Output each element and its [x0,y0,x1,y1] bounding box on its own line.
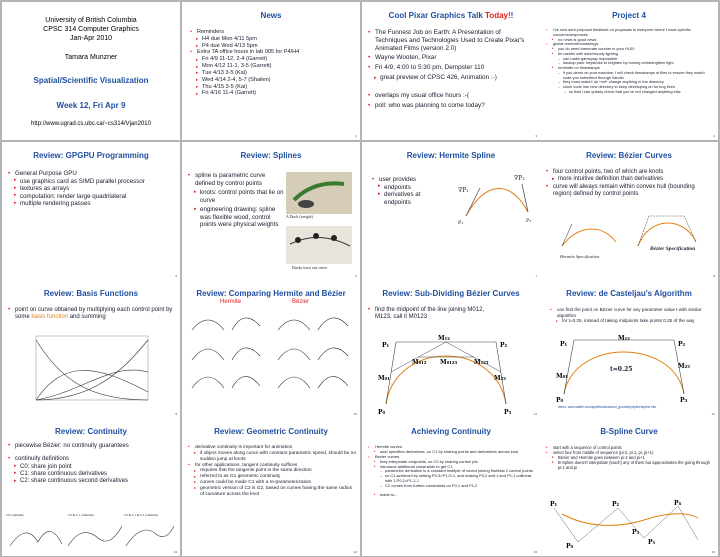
list-item: – parametric derivative is a constant multiple of vector joining first/last 2 control points [380,469,536,474]
label-p2: P₂ [500,342,508,349]
slide-title-text: Achieving Continuity [411,427,491,436]
list-item: • The Funnest Job on Earth: A Presentation of Techniques and Technologies Used to Create Pixar's Animated Films (version 2.0) [368,29,534,52]
caption-duck: A Duck (weight) [286,214,313,219]
list-item: • General Purpose GPU [8,170,176,178]
list-item: • spline is parametric curve defined by control points [188,172,284,187]
bezier-example [278,320,310,330]
slide-project4 [540,2,718,140]
list-item: ▸ leads to... [374,493,536,498]
slide-title-text: Review: GPGPU Programming [33,151,149,160]
slide-title-text: Review: Bézier Curves [586,151,672,160]
list-item: • point on curve obtained by multiplying each control point by some basis function and summing [8,307,176,322]
caption-trace: Ducks trace out curve [292,265,327,270]
hermite-example [192,377,224,388]
bezier-example [318,318,348,330]
label-p2: P₂ [678,341,686,348]
control-polygon [386,342,506,404]
list-item: ▸ C0: share join point [14,464,176,471]
label-m123: M₁₂₃ [474,359,489,366]
slide-title-text: News [260,11,282,20]
list-item: – can make gameplay impossible [558,57,714,62]
list-item: ▸ you do need framerate counter in your HUD! [552,47,714,52]
label-m012: M₀₁₂ [412,359,427,366]
list-item: ▸ knots: control points that lie on curve [194,189,284,204]
c2-curve [126,526,174,546]
page-number: 13 [173,550,177,554]
list-item: ▸ Wed 4/14 2-4, 5-7 (Shailen) [196,77,355,84]
page-number: 11 [533,412,537,416]
label-vp2: ∇P₂ [514,175,525,182]
list-item: ▸ they interpolate endpoints, so C0 by sharing control pts [374,460,536,465]
list-item: • Extra TA office hours in lab 005 for P4/H4 [190,49,355,56]
label-hermite-spec: Hermite Specification [560,254,600,259]
list-item: ▸ engineering drawing: spline was flexible wood, control points were physical weights [194,206,284,229]
list-item: ▸ use graphics card as SIMD parallel processor [14,178,176,186]
list-item: • I've now sent proposal feedback on proposals to everyone where I have specific concerns/responses [546,28,714,38]
slide-title [2,2,180,140]
hermite-example [232,318,260,330]
list-item: ▸ introduce additional constraints to get C1 [374,465,536,470]
list-item: ▸ requires that the tangents point in the same direction [194,468,356,474]
label-vp1: ∇P₁ [458,187,469,194]
label-p0: P₀ [556,397,564,404]
demo-link[interactable]: demo: www.saltire.com/applets/advanced_geometry/spline/spline.htm [558,405,657,409]
slide-title-text: Review: Basis Functions [43,289,139,298]
list-item: ▸ no news is good news [552,38,714,43]
c0-curve [10,531,62,546]
comparison-grid [188,308,354,412]
list-item: – clone code into new directory to keep developing on for bug fixes [558,85,714,90]
label-p3: P₃ [504,409,512,416]
t-value: t=0.25 [610,366,633,373]
slide-title-text: Review: Splines [240,151,302,160]
label-p0: P₀ [378,409,386,416]
list-item: ▸ computation: render large quadrilateral [14,193,176,201]
duck-mark [313,233,319,239]
bspline-diagram [548,498,708,552]
slide-pixar [362,2,540,140]
page-number: 3 [535,134,537,138]
date: Jan-Apr 2010 [69,35,113,43]
label-hermite: Hermite [220,299,242,305]
list-item: ▸ for t=0.25, instead of taking midpoints take points 0.25 of the way [556,318,710,324]
basis-plot [22,332,162,412]
duck-weight-shadow [298,200,314,208]
label-p3: P₃ [632,529,640,536]
label-m12: M₁₂ [438,335,450,342]
slide-basis [2,280,180,418]
list-item: • user provides [372,176,442,184]
list-item: • derivative continuity is important for animation [188,445,356,451]
list-item: • piecewise Bézier: no continuity guarantees [8,443,176,450]
slide-title-text: B-Spline Curve [600,427,658,436]
tangent [562,224,572,246]
label-bezier: Bézier [292,299,310,305]
label-p0: P₀ [566,543,574,550]
list-item: • find the midpoint of the line joining M012, M123, call it M0123 [368,307,488,322]
list-item: – backup plan: keystroke to brighten by turning on/strengthen light [558,61,714,66]
label-m01: M₀₁ [556,373,568,380]
page-number: 6 [355,274,357,278]
label-m12: M₁₂ [618,335,630,342]
slide-bezier [540,142,718,280]
label-bezier-spec: Bézier Specification [650,246,696,252]
course: CPSC 314 Computer Graphics [43,26,139,34]
c1-curve [68,526,122,546]
tangent-2 [522,184,528,212]
duck-photo-2 [286,226,352,264]
slide-title-text: Cool Pixar Graphics Talk Today!! [388,11,514,20]
slide-title-text: Review: Continuity [54,427,127,436]
list-item: • overlaps my usual office hours :-( [368,92,534,100]
slide-hermite [362,142,540,280]
list-item: • continuity definitions [8,456,176,463]
list-item: ▸ Fri 4/9 11-12, 2-4 (Garrett) [196,56,355,63]
page-number: 4 [713,134,715,138]
hermite-example [192,320,224,330]
list-item: • Bezier curves [368,455,536,460]
bezier-example [278,349,310,360]
label-p3: P₃ [680,397,688,404]
duck-mark [295,237,301,243]
list-item: • start with a sequence of control points [546,445,714,450]
slide-continuity [2,418,180,556]
hermite-example [192,349,224,360]
list-item: • Hermite curves [368,445,536,450]
list-item: ▸ multiple rendering passes [14,200,176,208]
list-item: • poll: who was planning to come today? [368,102,534,110]
slide-title-text: Review: Hermite Spline [406,151,496,160]
list-item: – C2 comes from further constraints on P0,1 and P1,2 [380,484,536,489]
bezier-curve [638,223,696,246]
hermite-diagram [456,170,536,230]
label-p1: P₁ [458,220,464,226]
list-item: ▸ Bezier and Hermite goes between pi-2 and pi+1 [552,455,714,460]
slide-bspline [540,418,718,556]
week: Week 12, Fri Apr 9 [56,100,126,110]
hermite-example [232,376,260,388]
list-item: • four control points, two of which are knots [546,169,714,176]
list-item: – they must match! do *not* change anything in the directory [558,80,714,85]
list-item: ▸ C1: share continuous derivatives [14,471,176,478]
list-item: ▸ derivatives at endpoints [378,191,442,206]
list-item: ▸ Tue 4/13 3-5 (Kai) [196,70,355,77]
page-number: 7 [535,274,537,278]
slide-subdivide [362,280,540,418]
slide-compare [182,280,360,418]
subdivide-diagram [376,332,526,416]
list-item: – so C1 achieved by setting P0,3=P1,0=J, and making P0,2 and J and P1,1 collinear, with J-P0,2=P1,1-J [380,474,536,484]
bezier-example [278,377,310,388]
page-number: 12 [711,412,715,416]
list-item: ▸ user specifies derivatives, so C1 by sharing points and derivatives across knot [374,450,536,455]
label-c2: C0 & C1 & C2 continuity [124,513,159,517]
hermite-curve [562,229,616,246]
basis-curve [36,370,148,400]
hermite-example [232,348,260,360]
page-number: 5 [175,274,177,278]
slide-splines [182,142,360,280]
list-item: ▸ Mon 4/12 11-1, 3-5 (Garrett) [196,63,355,70]
course-url: http://www.ugrad.cs.ubc.ca/~cs314/Vjan2010 [31,121,151,128]
list-item: ▸ geometric version of C2 is G2, based on curves having the same radius of curvature across the knot [194,486,356,498]
label-m23: M₂₃ [678,363,690,370]
label-p4: P₄ [674,500,682,507]
slide-geometric-continuity [182,418,360,556]
page-number: 8 [713,274,715,278]
bezier-example [318,348,348,360]
label-m01: M₀₁ [378,375,390,382]
label-p1: P₁ [560,341,568,348]
slide-gpgpu [2,142,180,280]
list-item: • for other applications, tangent continuity suffices [188,463,356,469]
label-c0: C0 continuity [6,513,25,517]
list-item: – if you demo on your machine, I will check timestamps of files to ensure they match code you submitted through handin [558,71,714,81]
list-item: ▸ Thu 4/15 3-5 (Kai) [196,84,355,91]
list-item: ▸ endpoints [378,184,442,192]
slide-title-text: Review: Sub-Dividing Bézier Curves [382,289,520,298]
list-item: • global reminders/warnings [546,42,714,47]
list-item: ▸ referred to as G1 geometric continuity [194,474,356,480]
page-number: 16 [711,550,715,554]
label-p2: P₂ [612,501,620,508]
list-item: • Wayne Wooten, Pixar [368,54,534,62]
duck-photo-1 [286,172,352,214]
plot-frame [36,336,148,400]
label-p5: P₅ [648,539,656,546]
page-number: 2 [355,134,357,138]
page-number: 10 [353,412,357,416]
label-p1: P₁ [382,342,390,349]
list-item: ▸ textures as arrays [14,185,176,193]
label-p2: P₂ [526,218,532,224]
slide-title-text: Project 4 [612,11,646,20]
slide-achieving-continuity [362,418,540,556]
list-item: ▸ P4 due Wed 4/13 5pm [196,43,355,50]
label-m23: M₂₃ [494,375,506,382]
list-item: • select four from middle of sequence (pi-2, pi-1, pi, pi+1) [546,450,714,455]
list-item: ▸ reminder on timestamps [552,66,714,71]
duck-mark [331,235,337,241]
page-number: 15 [533,550,537,554]
list-item: ▸ C2: share continuous second derivatives [14,478,176,485]
slide-decasteljau [540,280,718,418]
list-item: ▸ great preview of CPSC 426, Animation :-) [374,74,534,82]
page-number: 14 [353,550,357,554]
slide-title-text: Review: de Casteljau's Algorithm [566,289,692,298]
label-p1: P₁ [550,501,558,508]
list-item: ▸ if object moves along curve with constant parametric speed, should be no sudden jump at knots [194,451,356,463]
slide-title-text: Review: Comparing Hermite and Bézier [196,289,346,298]
slide-news [182,2,360,140]
slide-title-text: Review: Geometric Continuity [214,427,328,436]
control-polygon [638,216,696,246]
list-item: ▸ Fri 4/16 11-4 (Garrett) [196,90,355,97]
bspline-curve [562,514,698,526]
list-item: ▸ be careful with dark/moody lighting [552,52,714,57]
list-item: – so that I can quickly check that you've not changed anything else [564,90,714,95]
list-item: • can find the point on Bézier curve for any parameter value t with similar algorithm [550,307,710,318]
topic: Spatial/Scientific Visualization [33,76,149,86]
page-number: 9 [175,412,177,416]
hermite-curve [466,188,528,216]
list-item: • Reminders [190,29,355,36]
list-item: • Fri 4/9, 4:00 to 5:30 pm, Dempster 110 [368,64,534,72]
list-item: ▸ curves could be made C1 with a re-parameterization [194,480,356,486]
label-c1: C0 & C1 continuity [68,513,95,517]
continuity-sketches [6,512,176,552]
list-item: ▸ more intuitive definition than derivatives [552,176,714,183]
bezier-example [318,376,348,388]
list-item: • curve will always remain within convex hull (bounding region) defined by control points [546,184,714,199]
duck-photos [284,170,356,274]
author: Tamara Munzner [64,54,118,62]
list-item: ▸ H4 due Mon 4/11 5pm [196,36,355,43]
bezier-diagrams [554,212,704,272]
list-item: ▸ B-Spline doesn't interpolate (touch) any of them but approximates the going through pi-1 and pi [552,460,714,470]
label-m0123: M₀₁₂₃ [440,359,458,366]
university: University of British Columbia [45,17,137,24]
